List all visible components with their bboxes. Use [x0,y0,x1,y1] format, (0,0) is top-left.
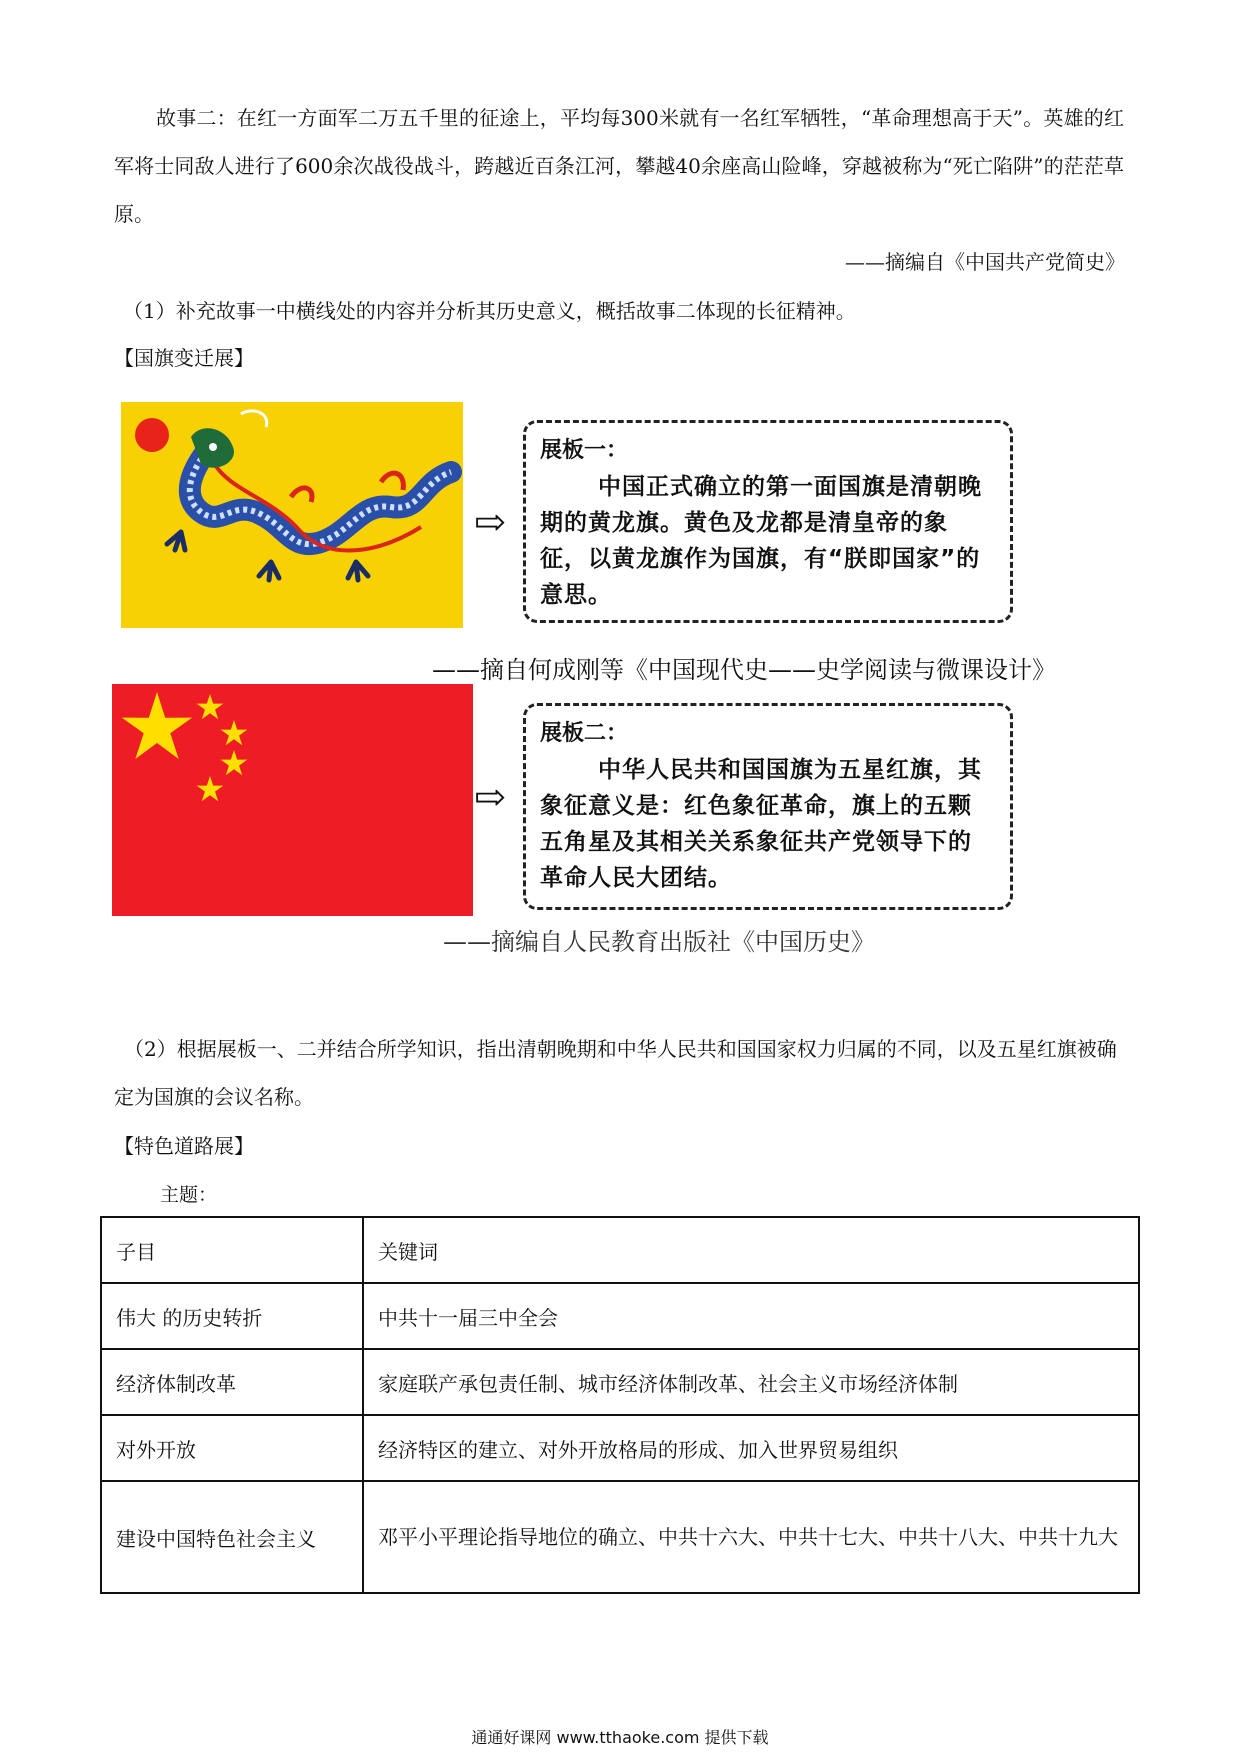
table-row [101,1415,1139,1481]
board-one [523,420,1013,623]
small-star-icon [197,694,224,719]
flag-section-heading: 【国旗变迁展】 [114,346,254,370]
yellow-dragon-flag-image [121,402,463,628]
table-cell: 经济特区的建立、对外开放格局的形成、加入世界贸易组织 [363,1415,1139,1481]
board-two-source: ——摘编自人民教育出版社《中国历史》 [443,928,875,956]
board-one-source: ——摘自何成刚等《中国现代史——史学阅读与微课设计》 [432,656,1056,684]
dragon-figure [167,411,451,580]
arrow-right-icon: ⇨ [474,775,506,819]
dragon-flag-drawing [121,402,463,628]
board-two-title: 展板二： [540,721,629,746]
table-row [101,1481,1139,1593]
route-section-heading: 【特色道路展】 [114,1134,254,1158]
table-cell: 建设中国特色社会主义 [101,1481,363,1593]
arrow-right-icon: ⇨ [474,500,506,544]
story-two-source: ——摘编自《中国共产党简史》 [845,250,1125,274]
table-cell: 邓平小平理论指导地位的确立、中共十六大、中共十七大、中共十八大、中共十九大 [363,1481,1139,1593]
route-table [100,1216,1140,1594]
big-star-icon [122,692,192,759]
board-one-title: 展板一： [540,438,629,463]
table-header-cell: 关键词 [363,1217,1139,1283]
table-header-row [101,1217,1139,1283]
theme-label: 主题： [160,1184,218,1206]
table-row [101,1349,1139,1415]
red-pearl-sun [135,418,169,452]
table-cell: 对外开放 [101,1415,363,1481]
question-2: （2）根据展板一、二并结合所学知识，指出清朝晚期和中华人民共和国国家权力归属的不同，以及五星红旗被确定为国旗的会议名称。 [114,1037,1117,1109]
table-row [101,1283,1139,1349]
red-flag-drawing [112,684,473,916]
small-star-icon [221,720,248,745]
board-one-body: 中国正式确立的第一面国旗是清朝晚期的黄龙旗。黄色及龙都是清皇帝的象征，以黄龙旗作为国旗，有“朕即国家”的意思。 [540,474,982,608]
footer-text: 通通好课网 www.tthaoke.com 提供下载 [471,1728,769,1747]
table-cell: 经济体制改革 [101,1349,363,1415]
small-star-icon [221,750,248,775]
table-cell: 家庭联产承包责任制、城市经济体制改革、社会主义市场经济体制 [363,1349,1139,1415]
story-two-paragraph: 故事二：在红一方面军二万五千里的征途上，平均每300米就有一名红军牺牲，“革命理想高于天”。英雄的红军将士同敌人进行了600余次战役战斗，跨越近百条江河，攀越40余座高山险峰，穿越被称为“死亡陷阱”的茫茫草原。 [114,106,1124,226]
question-1: （1）补充故事一中横线处的内容并分析其历史意义，概括故事二体现的长征精神。 [123,299,856,323]
five-star-red-flag-image [112,684,473,916]
table-header-cell: 子目 [101,1217,363,1283]
table-cell: 伟大 的历史转折 [101,1283,363,1349]
board-two [523,703,1013,910]
board-two-body: 中华人民共和国国旗为五星红旗，其象征意义是：红色象征革命，旗上的五颗五角星及其相关关系象征共产党领导下的革命人民大团结。 [540,757,982,891]
small-star-icon [197,776,224,801]
table-cell: 中共十一届三中全会 [363,1283,1139,1349]
